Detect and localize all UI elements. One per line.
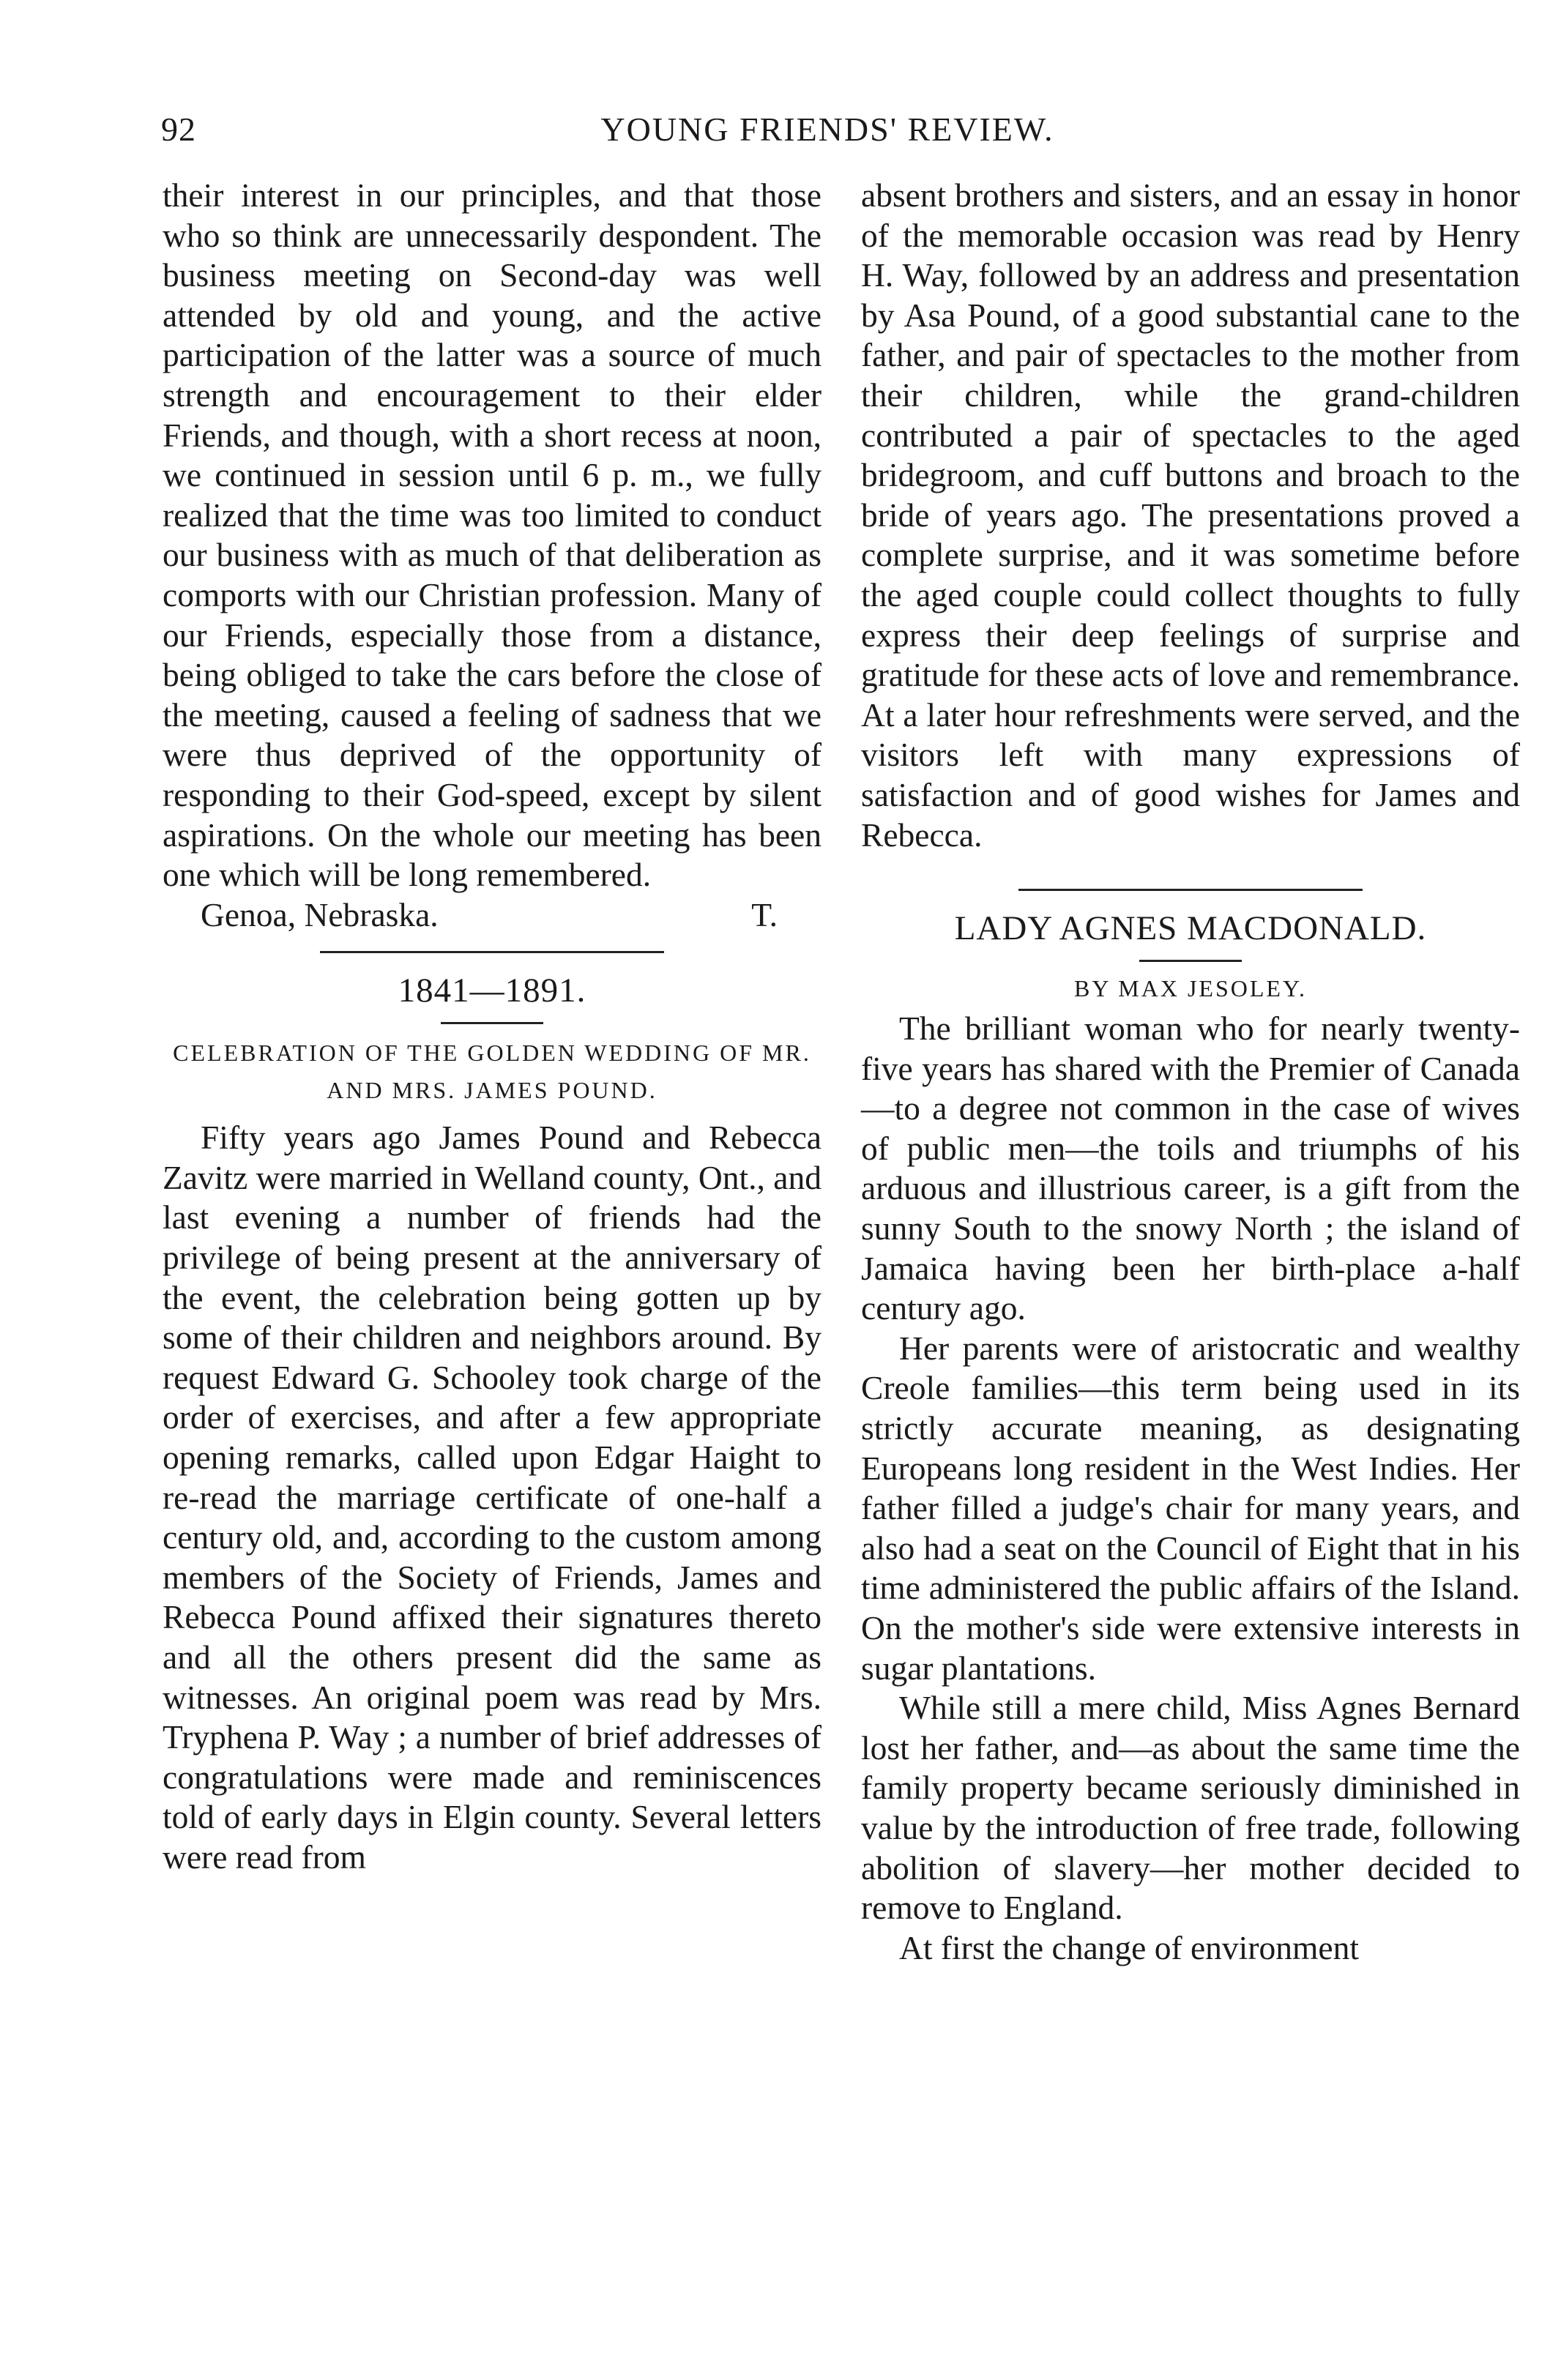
body-paragraph: Her parents were of aristocratic and wealthy Creole families—this term being used in its strictly accurate meaning, as designating Europeans long resident in the West Indies. Her father filled a judge's chair for many years, and also had a seat on the Council of Eight that in his time administered the public affairs of the Island. On the mother's side were extensive interests in sugar plantations. xyxy=(861,1329,1520,1687)
body-paragraph: While still a mere child, Miss Agnes Bernard lost her father, and—as about the same time the family property became seriously diminished in value by the introduction of free trade, following abolition of slavery—her mother decided to remove to England. xyxy=(861,1689,1520,1927)
short-rule xyxy=(1139,960,1242,962)
article-heading-dates: 1841—1891. xyxy=(398,971,586,1010)
continued-paragraph-right: absent brothers and sisters, and an essay in honor of the memorable occasion was read by Henry H. Way, followed by an address and presentation by Asa Pound, of a good substantial cane to the father, and pair of spectacles to the mother from their children, while the grand-children contributed a pair of spectacles to the aged bridegroom, and cuff buttons and broach to the bride of years ago. The presentations proved a complete surprise, and it was sometime before the aged couple could collect thoughts to fully express their deep feelings of surprise and gratitude for these acts of love and remembrance. At a later hour refreshments were served, and the visitors left with many expressions of satisfaction and of good wishes for James and Rebecca. xyxy=(861,176,1520,854)
byline: BY MAX JESOLEY. xyxy=(1074,975,1307,1002)
place-line: Genoa, Nebraska. xyxy=(201,895,439,933)
journal-title: YOUNG FRIENDS' REVIEW. xyxy=(600,111,1054,148)
running-head xyxy=(161,110,1494,168)
article-paragraph: Fifty years ago James Pound and Rebecca Zavitz were married in Welland county, Ont., and last evening a number of friends had the privilege of being present at the anniversary of the event, the celebration being gotten up by some of their children and neighbors around. By request Edward G. Schooley took charge of the order of exercises, and after a few appropriate opening remarks, called upon Edgar Haight to re-read the marriage certificate of one-half a century old, and, according to the custom among members of the Society of Friends, James and Rebecca Pound affixed their signatures thereto and all the others present did the same as witnesses. An original poem was read by Mrs. Tryphena P. Way ; a number of brief addresses of congratulations were made and reminiscences told of early days in Elgin county. Several letters were read from xyxy=(163,1119,822,1876)
body-paragraph: The brilliant woman who for nearly twenty-five years has shared with the Premier of Canada—to a degree not common in the case of wives of public men—the toils and triumphs of his arduous and illustrious career, is a gift from the sunny South to the snowy North ; the island of Jamaica having been her birth-place a-half century ago. xyxy=(861,1010,1520,1327)
short-rule xyxy=(441,1022,543,1024)
left-column xyxy=(163,176,822,1878)
body-paragraph: At first the change of environment xyxy=(899,1928,1359,1966)
continued-paragraph-left: their interest in our principles, and that those who so think are unnecessarily despondent. The business meeting on Second-day was well attended by old and young, and the active participation of the latter was a source of much strength and encouragement to their elder Friends, and though, with a short recess at noon, we continued in session until 6 p. m., we fully realized that the time was too limited to conduct our business with as much of that deliberation as comports with our Christian profession. Many of our Friends, especially those from a distance, being obliged to take the cars before the close of the meeting, caused a feeling of sadness that we were thus deprived of the opportunity of responding to their God-speed, except by silent aspirations. On the whole our meeting has been one which will be long remembered. xyxy=(163,176,822,894)
section-rule xyxy=(320,951,664,953)
section-rule xyxy=(1018,889,1363,891)
signature: T. xyxy=(751,895,778,933)
article-heading-macdonald: LADY AGNES MACDONALD. xyxy=(954,909,1427,948)
article-subheading: CELEBRATION OF THE GOLDEN WEDDING OF MR. AND MRS. JAMES POUND. xyxy=(173,1040,811,1104)
signoff xyxy=(163,895,822,936)
page-number: 92 xyxy=(161,111,196,148)
right-column xyxy=(861,176,1520,1968)
